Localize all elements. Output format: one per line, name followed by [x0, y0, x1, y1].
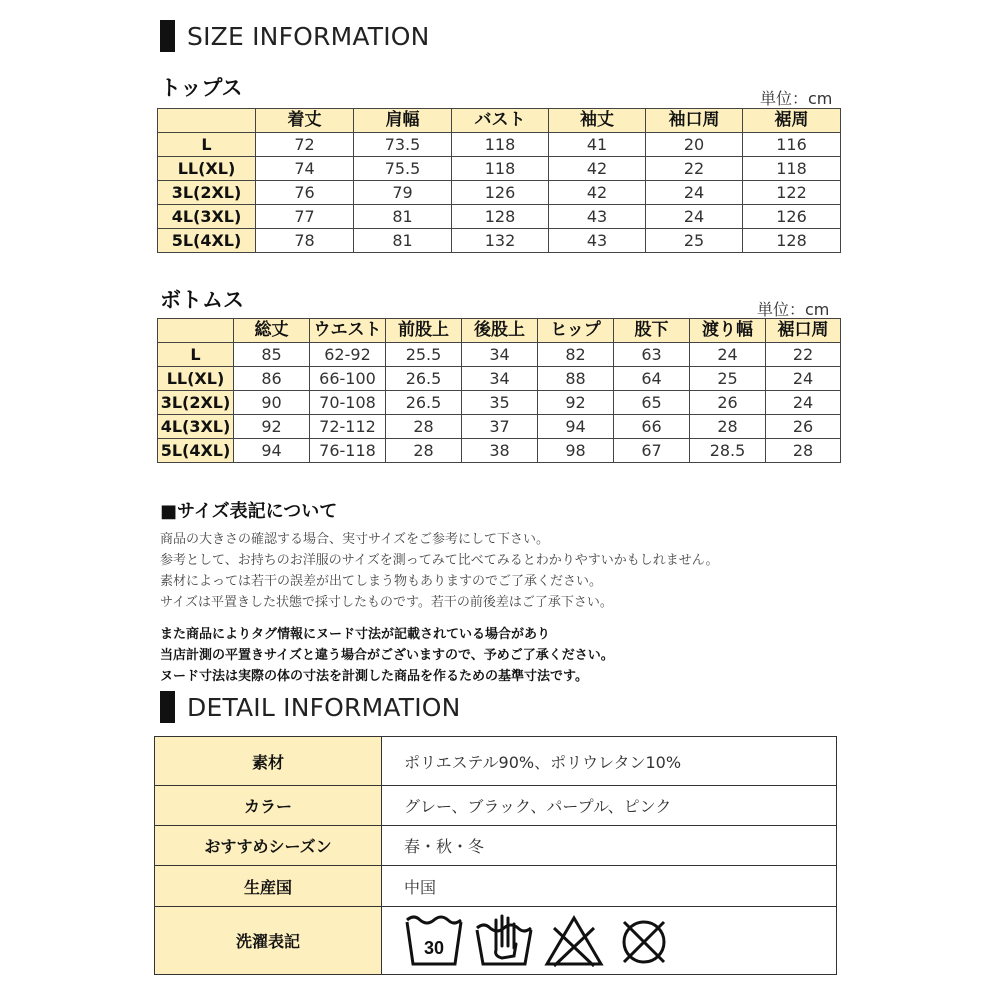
size-label-cell: 4L(3XL)	[158, 415, 234, 439]
table-cell: 25	[646, 229, 743, 253]
bottoms-header-cell: 股下	[614, 319, 690, 343]
table-cell: 22	[646, 157, 743, 181]
tops-header-cell: 袖口周	[646, 109, 743, 133]
size-label-cell: L	[158, 343, 234, 367]
season-label: おすすめシーズン	[155, 826, 382, 866]
table-cell: 28	[690, 415, 766, 439]
table-cell: 65	[614, 391, 690, 415]
size-label-cell: LL(XL)	[158, 367, 234, 391]
table-cell: 78	[256, 229, 354, 253]
table-cell: 66-100	[310, 367, 386, 391]
table-cell: 73.5	[354, 133, 452, 157]
table-cell: 42	[549, 157, 646, 181]
wash-value	[382, 907, 837, 975]
table-cell: 90	[234, 391, 310, 415]
bold-note-line: また商品によりタグ情報にヌード寸法が記載されている場合があり	[160, 627, 551, 642]
table-cell: 76-118	[310, 439, 386, 463]
tops-header-cell: 袖丈	[549, 109, 646, 133]
table-cell: 24	[646, 181, 743, 205]
table-cell: 34	[462, 367, 538, 391]
bottoms-header-cell: 前股上	[386, 319, 462, 343]
detail-row-wash	[155, 907, 837, 975]
table-cell: 126	[452, 181, 549, 205]
bottoms-header-cell: ヒップ	[538, 319, 614, 343]
bottoms-header-cell: 裾口周	[766, 319, 841, 343]
table-cell: 67	[614, 439, 690, 463]
color-label: カラー	[155, 786, 382, 826]
table-row	[158, 229, 841, 253]
table-cell: 37	[462, 415, 538, 439]
detail-row-season	[155, 826, 837, 866]
bold-note-line: ヌード寸法は実際の体の寸法を計測した商品を作るための基準寸法です。	[160, 669, 588, 684]
bottoms-header-cell	[158, 319, 234, 343]
table-row	[158, 157, 841, 181]
table-cell: 26	[690, 391, 766, 415]
table-cell: 128	[452, 205, 549, 229]
table-cell: 74	[256, 157, 354, 181]
tops-header-cell	[158, 109, 256, 133]
table-cell: 38	[462, 439, 538, 463]
size-notes-title: ■サイズ表記について	[160, 501, 338, 522]
origin-label: 生産国	[155, 866, 382, 907]
table-cell: 116	[743, 133, 841, 157]
table-cell: 41	[549, 133, 646, 157]
table-cell: 118	[452, 133, 549, 157]
table-cell: 22	[766, 343, 841, 367]
table-cell: 64	[614, 367, 690, 391]
size-label-cell: 5L(4XL)	[158, 229, 256, 253]
table-cell: 24	[646, 205, 743, 229]
heading-bar	[160, 20, 175, 52]
note-line: 商品の大きさの確認する場合、実寸サイズをご参考にして下さい。	[160, 532, 549, 547]
table-cell: 28	[386, 439, 462, 463]
detail-information-heading	[160, 691, 461, 723]
bold-note-line: 当店計測の平置きサイズと違う場合がございますので、予めご了承ください。	[160, 648, 614, 663]
table-cell: 86	[234, 367, 310, 391]
table-cell: 35	[462, 391, 538, 415]
table-cell: 20	[646, 133, 743, 157]
table-cell: 70-108	[310, 391, 386, 415]
tops-title: トップス	[160, 76, 243, 100]
table-cell: 98	[538, 439, 614, 463]
table-cell: 24	[766, 367, 841, 391]
hand-wash-icon	[474, 914, 534, 968]
bottoms-unit: 単位：cm	[757, 300, 830, 319]
size-information-heading	[160, 20, 430, 52]
table-row	[158, 181, 841, 205]
table-cell: 88	[538, 367, 614, 391]
table-cell: 82	[538, 343, 614, 367]
detail-information-title: DETAIL INFORMATION	[187, 692, 461, 722]
size-label-cell: 5L(4XL)	[158, 439, 234, 463]
tops-header-cell: 裾周	[743, 109, 841, 133]
tops-unit: 単位：cm	[760, 89, 833, 108]
table-cell: 77	[256, 205, 354, 229]
table-cell: 66	[614, 415, 690, 439]
material-label: 素材	[155, 737, 382, 786]
table-cell: 81	[354, 205, 452, 229]
size-label-cell: 3L(2XL)	[158, 391, 234, 415]
table-row	[158, 415, 841, 439]
table-cell: 24	[766, 391, 841, 415]
table-row	[158, 133, 841, 157]
wash-icons	[404, 909, 836, 973]
table-cell: 94	[234, 439, 310, 463]
table-cell: 72-112	[310, 415, 386, 439]
size-label-cell: 4L(3XL)	[158, 205, 256, 229]
detail-row-origin	[155, 866, 837, 907]
nude-size-notes	[160, 624, 614, 687]
table-cell: 118	[743, 157, 841, 181]
table-cell: 43	[549, 205, 646, 229]
tops-header-cell: 着丈	[256, 109, 354, 133]
heading-bar	[160, 691, 175, 723]
table-cell: 26.5	[386, 367, 462, 391]
size-information-title: SIZE INFORMATION	[187, 21, 430, 51]
size-notes	[160, 529, 718, 613]
wash-temp-label: 30	[423, 937, 445, 958]
wash-tub-30-icon	[404, 914, 464, 968]
origin-value: 中国	[382, 866, 837, 907]
bottoms-header-cell: ウエスト	[310, 319, 386, 343]
table-cell: 34	[462, 343, 538, 367]
table-cell: 72	[256, 133, 354, 157]
no-tumble-dry-icon	[614, 914, 674, 968]
table-row	[158, 205, 841, 229]
table-cell: 43	[549, 229, 646, 253]
tops-header-cell: バスト	[452, 109, 549, 133]
detail-row-color	[155, 786, 837, 826]
table-cell: 26	[766, 415, 841, 439]
table-cell: 122	[743, 181, 841, 205]
table-cell: 132	[452, 229, 549, 253]
bottoms-title: ボトムス	[160, 288, 244, 312]
table-cell: 94	[538, 415, 614, 439]
no-bleach-icon	[544, 914, 604, 968]
table-cell: 81	[354, 229, 452, 253]
table-cell: 118	[452, 157, 549, 181]
tops-size-table	[157, 108, 841, 253]
table-cell: 25	[690, 367, 766, 391]
tops-header-cell: 肩幅	[354, 109, 452, 133]
table-cell: 75.5	[354, 157, 452, 181]
material-value: ポリエステル90%、ポリウレタン10%	[382, 737, 837, 786]
bottoms-header-cell: 総丈	[234, 319, 310, 343]
detail-row-material	[155, 737, 837, 786]
table-cell: 25.5	[386, 343, 462, 367]
table-row	[158, 343, 841, 367]
size-label-cell: L	[158, 133, 256, 157]
note-line: 素材によっては若干の誤差が出てしまう物もありますのでご了承ください。	[160, 574, 603, 589]
note-line: 参考として、お持ちのお洋服のサイズを測ってみて比べてみるとわかりやすいかもしれません。	[160, 553, 719, 568]
wash-label: 洗濯表記	[155, 907, 382, 975]
table-cell: 28.5	[690, 439, 766, 463]
table-cell: 85	[234, 343, 310, 367]
bottoms-size-table	[157, 318, 841, 463]
table-cell: 128	[743, 229, 841, 253]
size-label-cell: LL(XL)	[158, 157, 256, 181]
table-row	[158, 367, 841, 391]
table-cell: 62-92	[310, 343, 386, 367]
table-cell: 126	[743, 205, 841, 229]
table-cell: 28	[766, 439, 841, 463]
table-cell: 92	[234, 415, 310, 439]
table-cell: 42	[549, 181, 646, 205]
detail-table	[154, 736, 837, 975]
tops-header-row	[158, 109, 841, 133]
note-line: サイズは平置きした状態で採寸したものです。若干の前後差はご了承下さい。	[160, 595, 613, 610]
table-cell: 63	[614, 343, 690, 367]
bottoms-header-cell: 後股上	[462, 319, 538, 343]
table-row	[158, 439, 841, 463]
bottoms-header-cell: 渡り幅	[690, 319, 766, 343]
bottoms-header-row	[158, 319, 841, 343]
table-cell: 28	[386, 415, 462, 439]
color-value: グレー、ブラック、パープル、ピンク	[382, 786, 837, 826]
table-cell: 92	[538, 391, 614, 415]
table-cell: 76	[256, 181, 354, 205]
season-value: 春・秋・冬	[382, 826, 837, 866]
table-cell: 26.5	[386, 391, 462, 415]
table-row	[158, 391, 841, 415]
table-cell: 24	[690, 343, 766, 367]
size-label-cell: 3L(2XL)	[158, 181, 256, 205]
table-cell: 79	[354, 181, 452, 205]
